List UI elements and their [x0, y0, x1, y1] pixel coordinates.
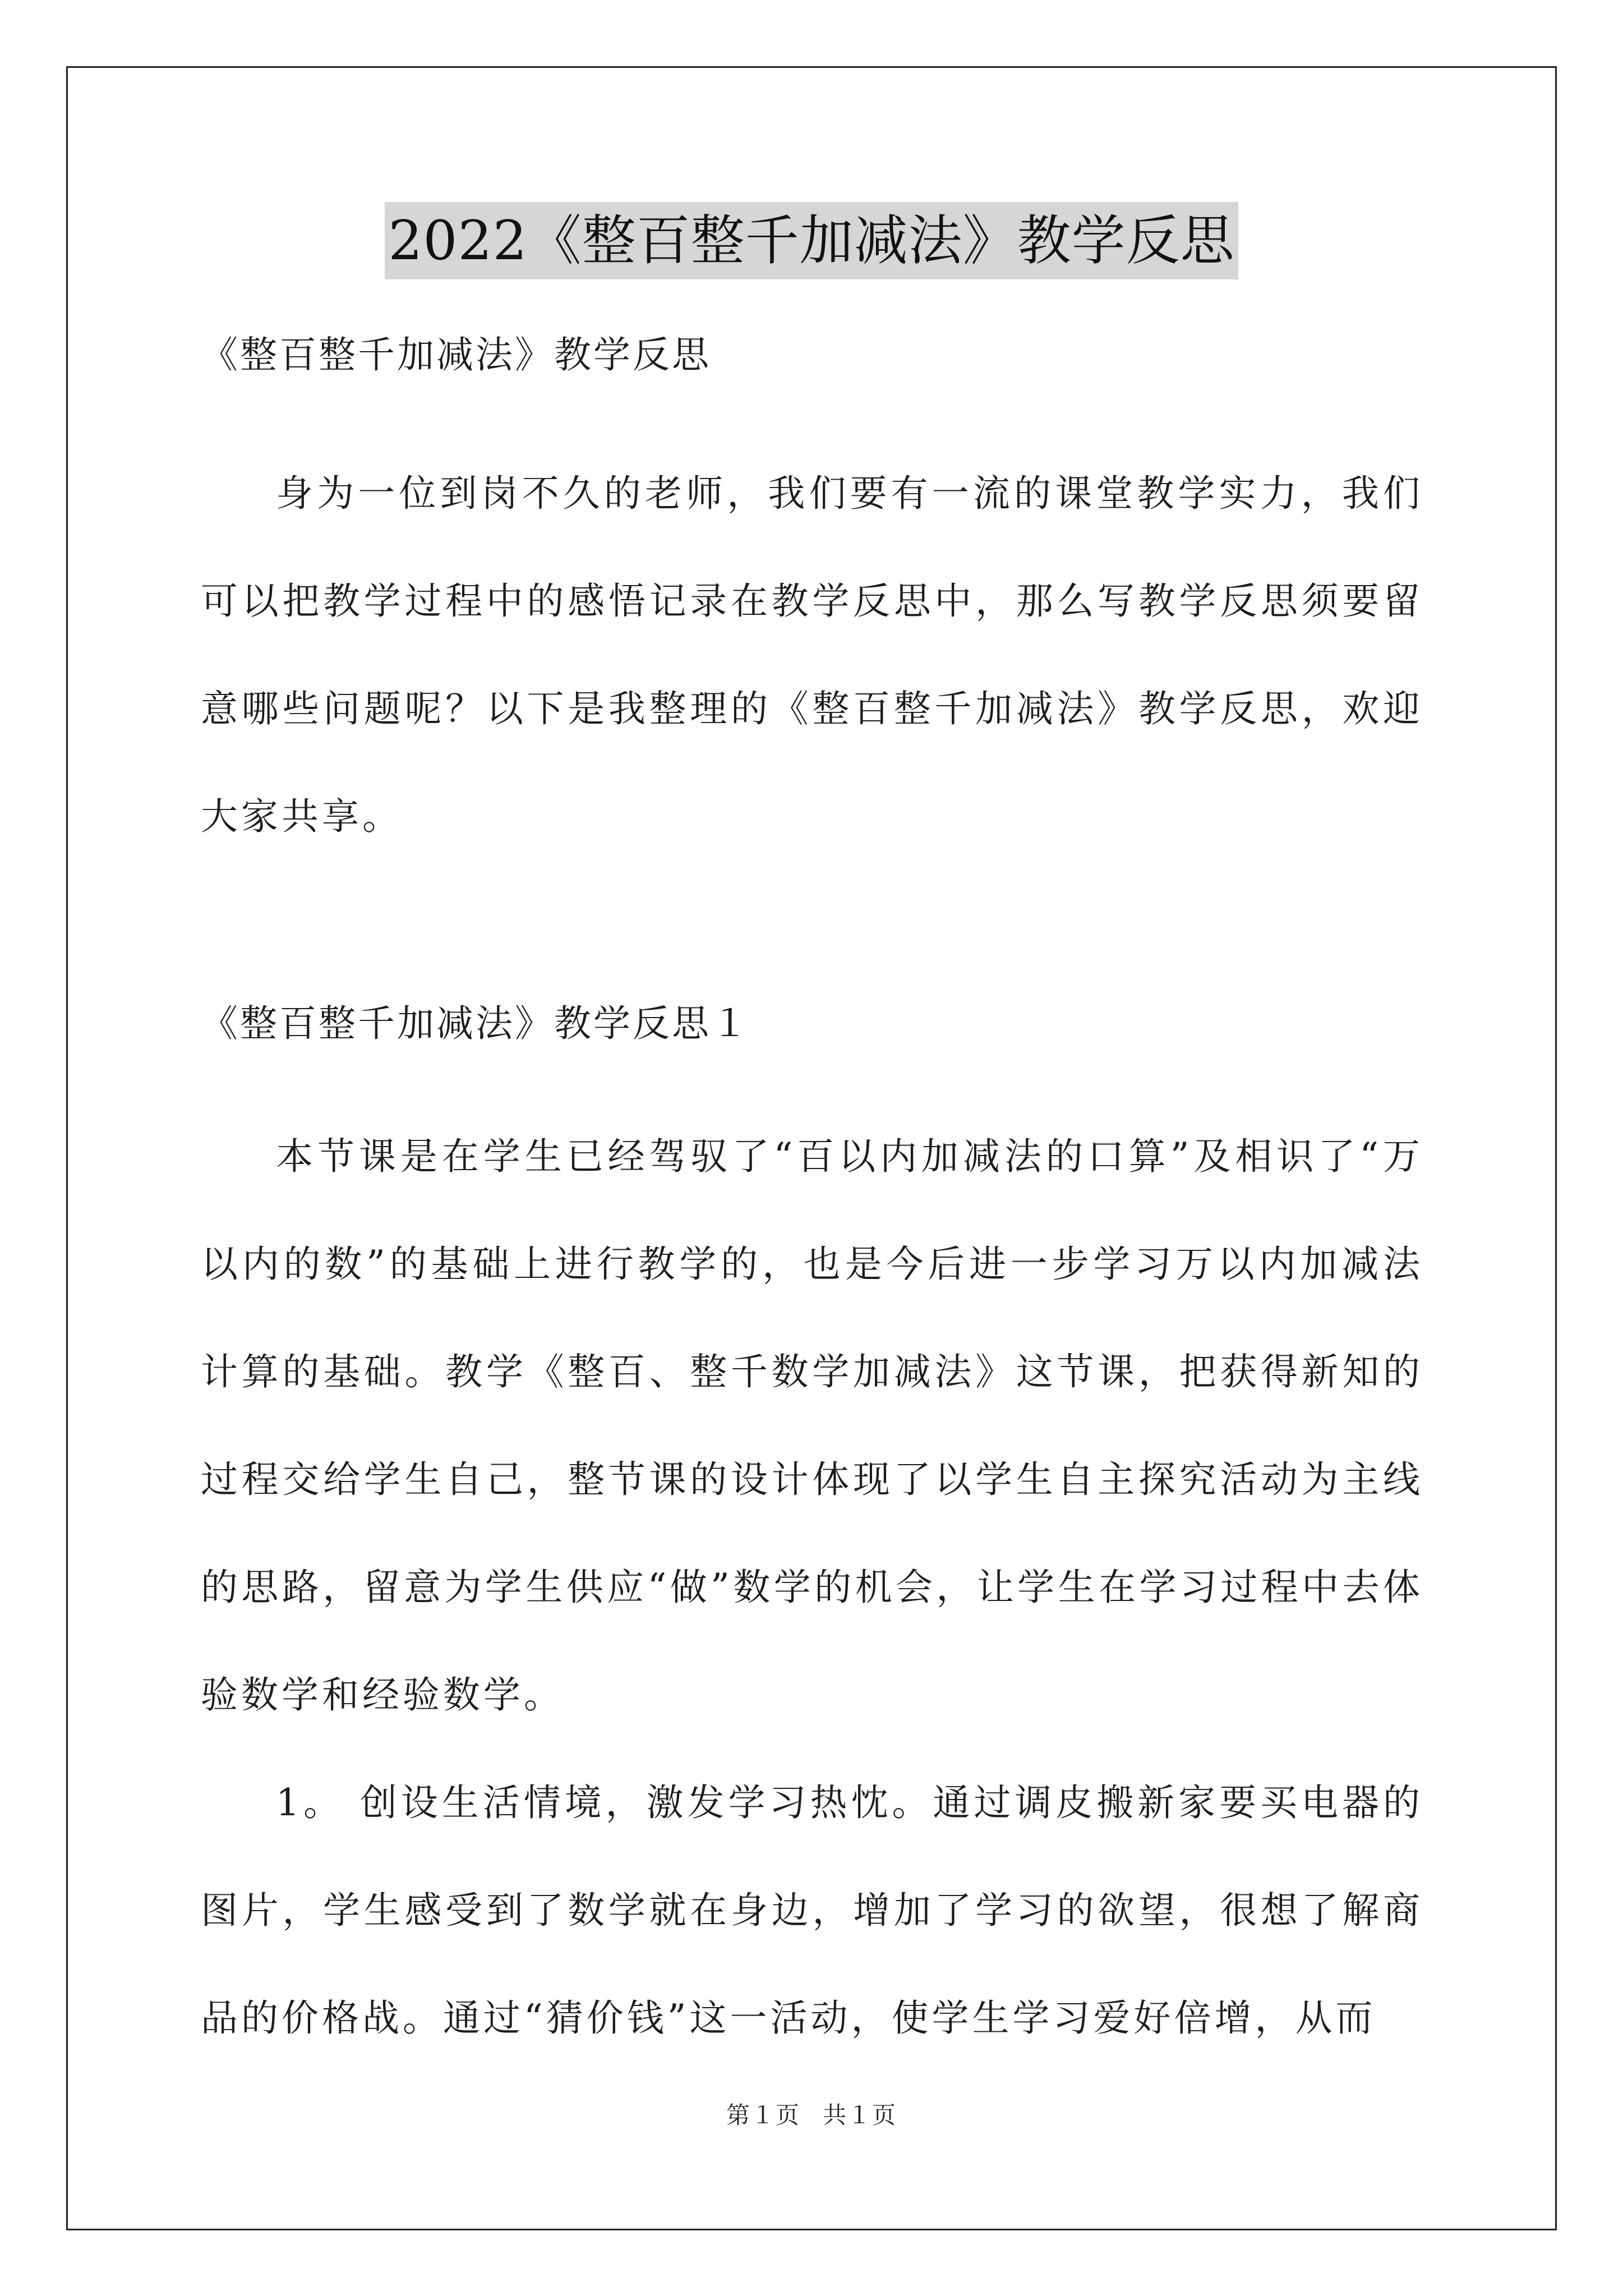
page-footer [0, 2097, 1623, 2131]
intro-paragraph-block [201, 440, 1423, 871]
document-title: 2022《整百整千加减法》教学反思 [385, 202, 1238, 279]
page-total: 共１页 [823, 2101, 897, 2129]
section1-paragraph-1: 本节课是在学生已经驾驭了“百以内加减法的口算”及相识了“万以内的数”的基础上进行教学的，也是今后进一步学习万以内加减法计算的基础。教学《整百、整千数学加减法》这节课，把获得新知的过程交给学生自己，整节课的设计体现了以学生自主探究活动为主线的思路，留意为学生供应“做”数学的机会，让学生在学习过程中去体验数学和经验数学。 [201, 1135, 1423, 1717]
title-container [0, 202, 1623, 279]
section1-paragraph1-block [201, 1103, 1423, 1749]
page-number: 第１页 [726, 2101, 800, 2129]
section1-paragraph-2: 1。 创设生活情境，激发学习热忱。通过调皮搬新家要买电器的图片，学生感受到了数学就在身边，增加了学习的欲望，很想了解商品的价格战。通过“猜价钱”这一活动，使学生学习爱好倍增，从而 [201, 1781, 1423, 2040]
section1-heading: 《整百整千加减法》教学反思１ [201, 1002, 750, 1045]
intro-paragraph: 身为一位到岗不久的老师，我们要有一流的课堂教学实力，我们可以把教学过程中的感悟记录在教学反思中，那么写教学反思须要留意哪些问题呢？以下是我整理的《整百整千加减法》教学反思，欢迎大家共享。 [201, 472, 1423, 838]
intro-heading: 《整百整千加减法》教学反思 [201, 333, 711, 376]
section1-paragraph2-block [201, 1749, 1423, 2072]
